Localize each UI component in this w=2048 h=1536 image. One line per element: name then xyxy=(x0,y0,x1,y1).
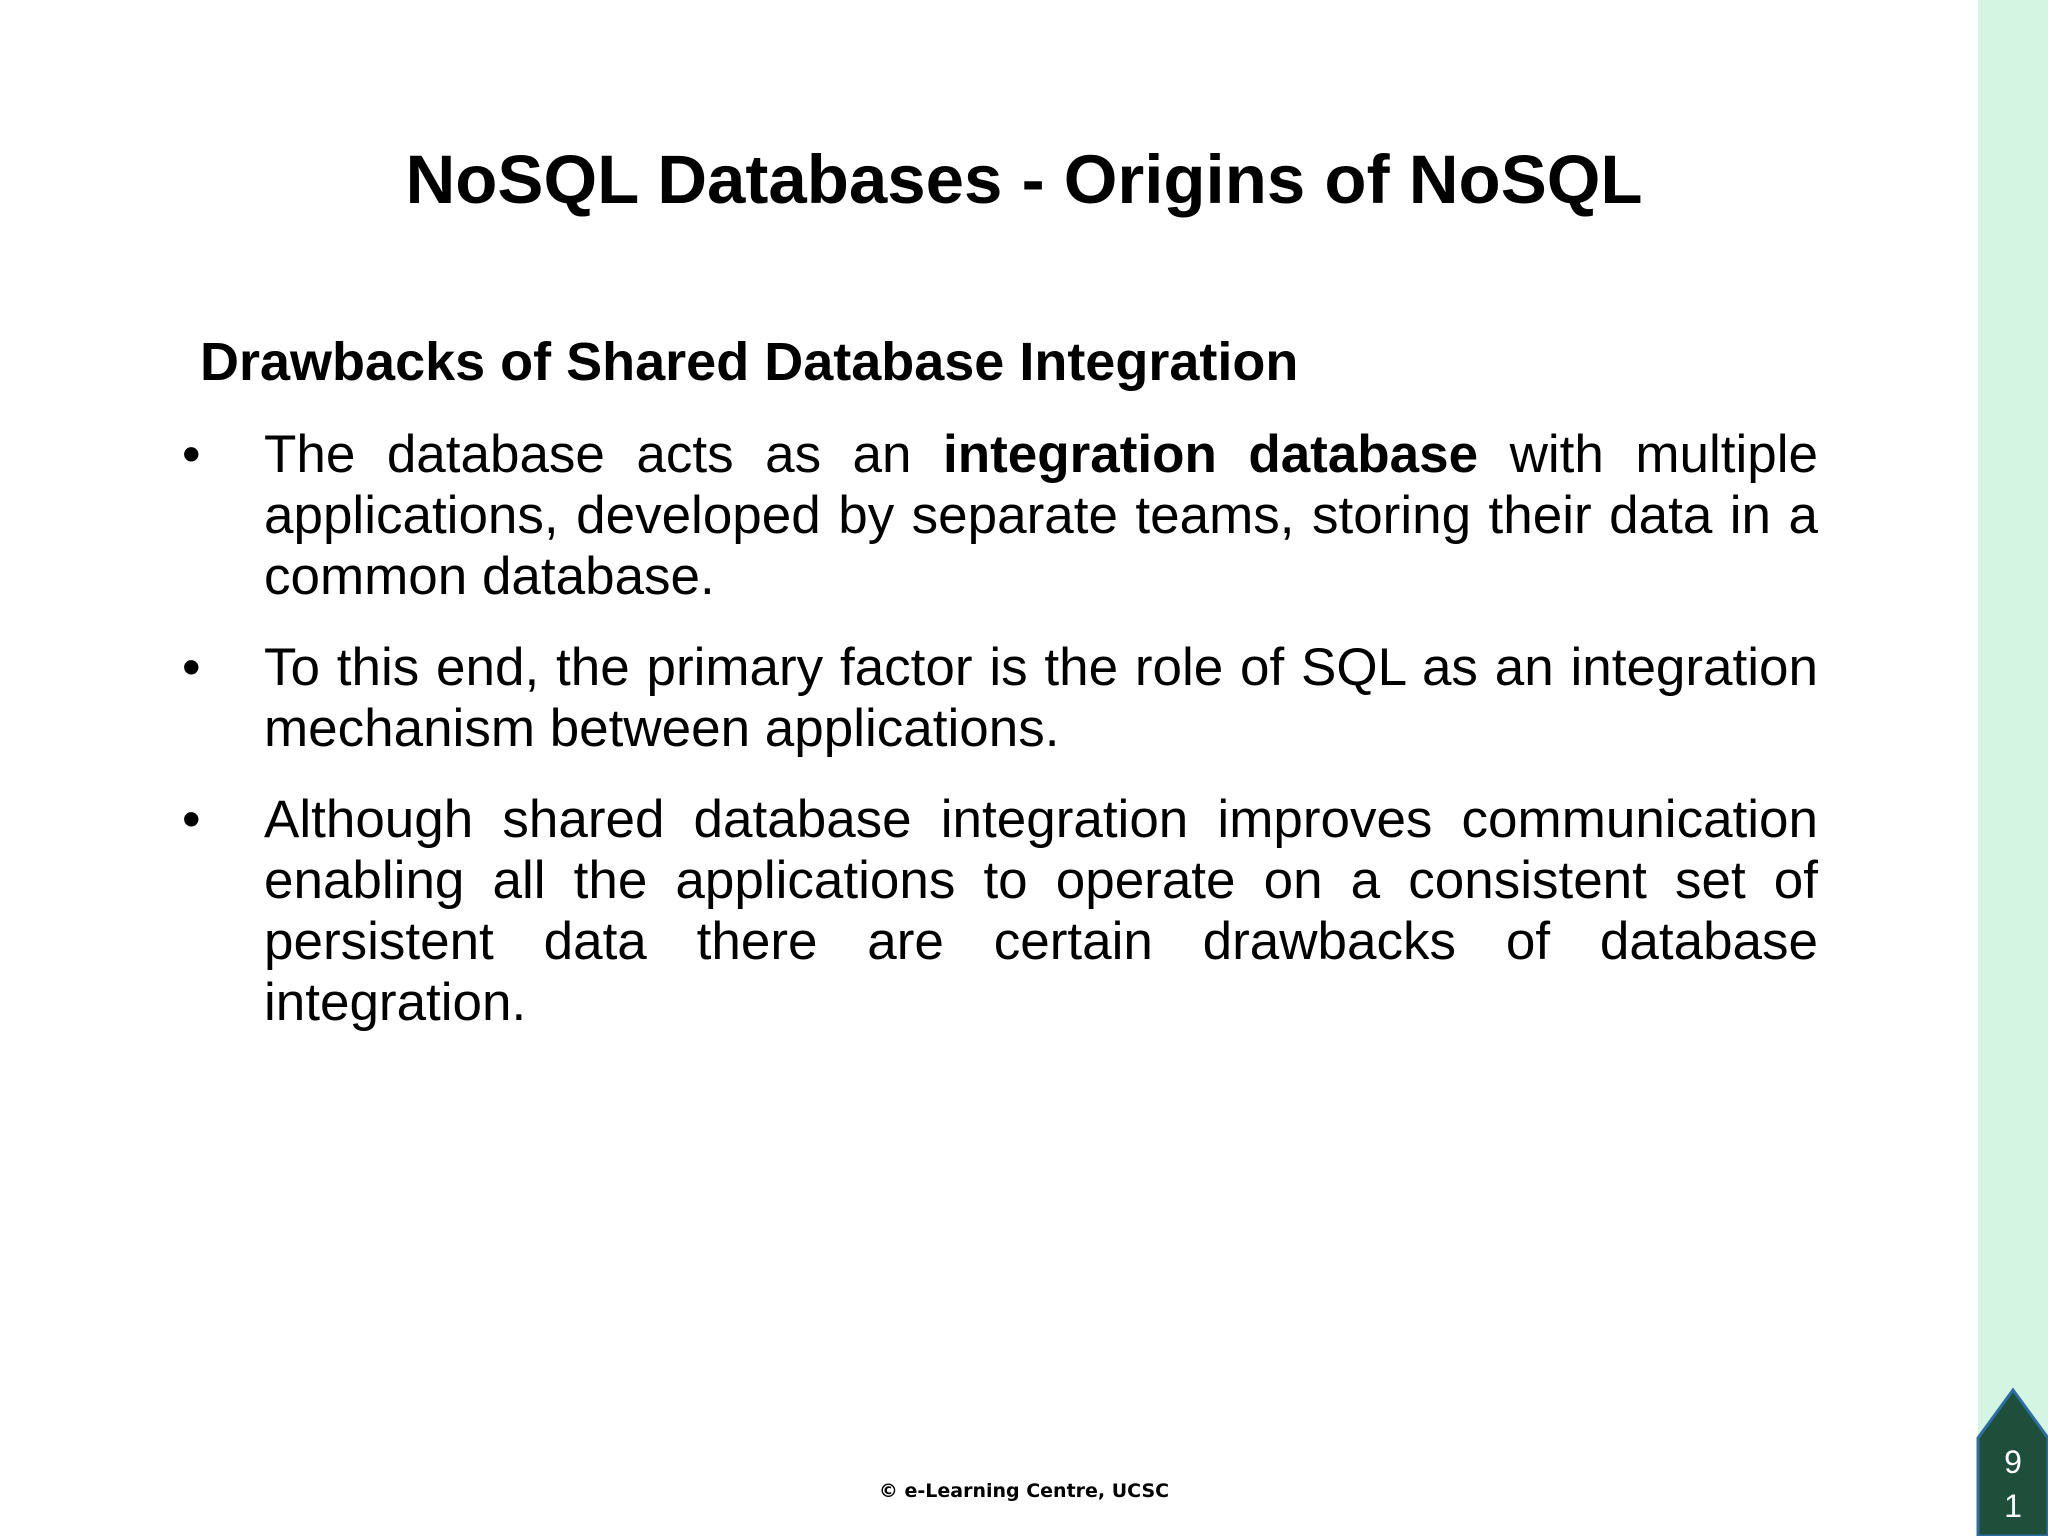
bullet-2-text: To this end, the primary factor is the role of SQL as an integration mechanism between applications. xyxy=(264,638,1818,758)
copyright-footer: © e-Learning Centre, UCSC xyxy=(878,1480,1170,1502)
page-number-digit-1: 9 xyxy=(2004,1444,2022,1480)
bullet-item-1 xyxy=(264,424,1818,607)
side-band xyxy=(1978,0,2048,1536)
bullet-item-2 xyxy=(264,637,1818,759)
bullet-item-3 xyxy=(264,789,1818,1033)
bullet-list xyxy=(264,424,1818,1063)
bullet-1-bold-term: integration database xyxy=(943,425,1479,484)
slide-title: NoSQL Databases - Origins of NoSQL xyxy=(405,141,1643,218)
bullet-1-text-end: with multiple applications, developed by separate teams, storing their data in a common database. xyxy=(264,425,1818,606)
bullet-1-text-start: The database acts as an xyxy=(264,425,944,484)
bullet-3-text: Although shared database integration improves communication enabling all the applications to operate on a consistent set of persistent data there are certain drawbacks of database integration. xyxy=(264,790,1818,1032)
page-number-digit-2: 1 xyxy=(2004,1488,2022,1524)
section-subheading: Drawbacks of Shared Database Integration xyxy=(200,332,1299,392)
